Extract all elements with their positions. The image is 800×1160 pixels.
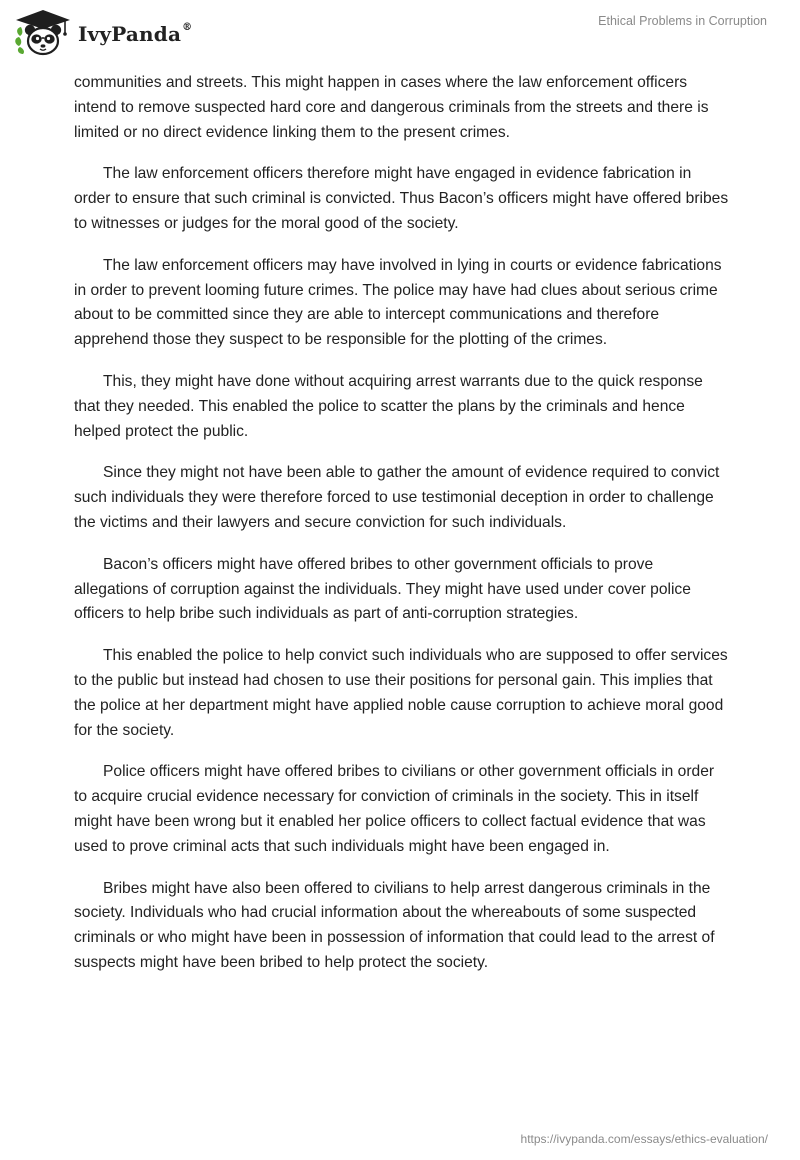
essay-body — [74, 71, 730, 993]
paragraph: communities and streets. This might happen in cases where the law enforcement officers intend to remove suspected hard core and dangerous criminals from the streets and there is limited or no direct evidence linking them to the present crimes. — [74, 74, 709, 141]
paragraph: This enabled the police to help convict such individuals who are supposed to offer services to the public but instead had chosen to use their positions for personal gain. This implies that the police at her department might have applied noble cause corruption to achieve moral good for the society. — [74, 647, 728, 739]
paragraph: This, they might have done without acquiring arrest warrants due to the quick response that they needed. This enabled the police to scatter the plans by the criminals and hence helped protect the public. — [74, 372, 703, 440]
paragraph: Bacon’s officers might have offered bribes to other government officials to prove allegations of corruption against the individuals. They might have used under cover police officers to help bribe such individuals as part of anti-corruption strategies. — [74, 555, 691, 623]
paragraph: Bribes might have also been offered to civilians to help arrest dangerous criminals in the society. Individuals who had crucial information about the whereabouts of some suspected criminals or who might have been in possession of information that could lead to the arrest of suspects might have been bribed to help protect the society. — [74, 879, 715, 971]
brand-name: IvyPanda® — [78, 22, 193, 46]
page-header — [0, 0, 800, 64]
paragraph: Police officers might have offered bribes to civilians or other government officials in order to acquire crucial evidence necessary for conviction of criminals in the society. This in itself might have been wrong but it enabled her police officers to collect factual evidence that was used to prove criminal acts that such individuals might have been engaged in. — [74, 763, 715, 855]
paragraph: The law enforcement officers may have involved in lying in courts or evidence fabrications in order to prevent looming future crimes. The police may have had clues about serious crime about to be committed since they are able to intercept communications and therefore apprehend those they suspect to be responsible for the plotting of the crimes. — [74, 256, 722, 349]
paragraph: The law enforcement officers therefore might have engaged in evidence fabrication in order to ensure that such criminal is convicted. Thus Bacon’s officers might have offered bribes to witnesses or judges for the moral good of the society. — [74, 165, 729, 232]
ivypanda-logo[interactable] — [14, 8, 192, 58]
document-title: Ethical Problems in Corruption — [598, 14, 767, 28]
paragraph: Since they might not have been able to gather the amount of evidence required to convict such individuals they were therefore forced to use testimonial deception in order to challenge the victims and their lawyers and secure conviction for such individuals. — [74, 464, 720, 531]
source-url[interactable]: https://ivypanda.com/essays/ethics-evaluation/ — [520, 1132, 768, 1146]
panda-graduate-icon — [14, 8, 72, 58]
